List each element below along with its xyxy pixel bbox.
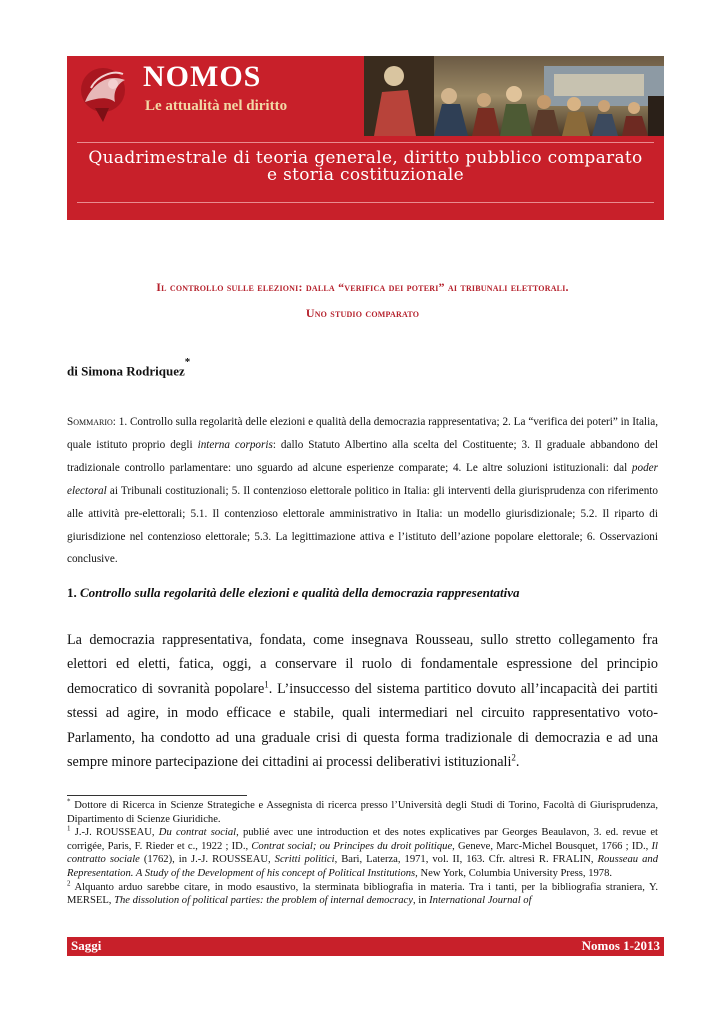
- footnote-text: , in: [412, 895, 430, 907]
- footnote-italic: Il contratto sociale: [67, 840, 658, 866]
- summary-text: : 1. Controllo sulla regolarità delle elezioni e qualità della democrazia rappresentativa; 2. La “verifica dei poteri” in Italia, quale istituto proprio degli: [67, 416, 658, 451]
- journal-tagline: Le attualità nel diritto: [145, 98, 288, 114]
- journal-subtitle-line2: e storia costituzionale: [267, 165, 464, 185]
- journal-subtitle-line1: Quadrimestrale di teoria generale, diritto pubblico comparato: [88, 148, 643, 168]
- footnote-italic: The dissolution of political parties: the problem of internal democracy: [114, 895, 413, 907]
- footnote-italic: International Journal of: [429, 895, 532, 907]
- footnotes: [67, 799, 658, 908]
- footnote-mark: *: [67, 797, 71, 806]
- nomos-logo-icon: [73, 62, 135, 128]
- footnote-text: , Bari, Laterza, 1971, vol. II, 163. Cfr. altresì R. FRALIN,: [334, 854, 598, 866]
- footnote-text: Dottore di Ricerca in Scienze Strategiche e Assegnista di ricerca presso l’Università degli Studi di Torino, Facoltà di Giurisprudenza, Dipartimento di Scienze Giuridiche.: [67, 800, 658, 825]
- author-footnote-mark: *: [184, 356, 191, 368]
- paragraph-text: . L’insuccesso del sistema partitico dovuto all’incapacità dei partiti stessi ad agire, in modo efficace e stabile, quali intermediari nel circuito rappresentativo voto-Parlamento, ha condotto ad una graduale crisi di questa forma tradizionale di democrazia e ad una sempre minore partecipazione dei cittadini ai processi deliberativi istituzionali: [67, 680, 658, 771]
- footer-issue: Nomos 1-2013: [581, 938, 660, 953]
- footnote-italic: Rousseau and Representation. A Study of the Development of his concept of Political Institutions,: [67, 854, 658, 879]
- footnote-italic: Contrat social; ou Principes du droit politique: [251, 840, 453, 852]
- footnote-text: , publié avec une introduction et des notes explicatives par Georges Beaulavon, 3. ed. revue et corrigée, Paris, F. Rieder et c., 1922 ; ID.,: [67, 827, 658, 852]
- journal-name: NOMOS: [143, 60, 262, 93]
- paragraph-text: .: [515, 754, 520, 771]
- historical-painting-image: [364, 56, 664, 136]
- footnote-text: New York, Columbia University Press, 1978.: [417, 867, 613, 879]
- footnote-2: [67, 881, 658, 908]
- footnote-1: [67, 826, 658, 880]
- author-name: di Simona Rodriquez: [67, 363, 185, 379]
- journal-banner: [67, 56, 664, 220]
- banner-divider: [77, 202, 654, 203]
- banner-divider: [77, 142, 654, 143]
- article-title: Il controllo sulle elezioni: dalla “verifica dei poteri” ai tribunali elettorali.: [156, 280, 569, 294]
- footnote-italic: Du contrat social: [158, 827, 237, 839]
- article-subtitle: Uno studio comparato: [305, 306, 420, 320]
- footnote-mark: 1: [67, 824, 71, 833]
- footnote-separator: [67, 795, 247, 796]
- summary: [67, 411, 658, 571]
- summary-label: Sommario: [67, 416, 113, 428]
- summary-italic: interna corporis: [197, 438, 273, 451]
- footnote-text: (1762), in J.-J. ROUSSEAU,: [139, 854, 275, 866]
- footer-section: Saggi: [71, 938, 102, 953]
- footnote-ref: 2: [511, 752, 516, 763]
- footnote-star: [67, 799, 658, 826]
- footnote-text: Alquanto arduo sarebbe citare, in modo esaustivo, la sterminata bibliografia in materia. Tra i tanti, per la bibliografia straniera, Y. MERSEL,: [67, 881, 658, 907]
- article-author: [67, 356, 191, 379]
- footnote-text: J.-J. ROUSSEAU,: [70, 827, 159, 839]
- section-heading: [67, 585, 519, 601]
- summary-italic: poder electoral: [67, 461, 658, 497]
- page-footer: [67, 937, 664, 956]
- footnote-text: , Geneve, Marc-Michel Bousquet, 1766 ; ID.,: [452, 840, 652, 852]
- footnote-mark: 2: [67, 879, 71, 888]
- section-title: Controllo sulla regolarità delle elezioni e qualità della democrazia rappresentativa: [80, 585, 520, 600]
- journal-subtitle: [67, 150, 664, 184]
- section-number: 1.: [67, 585, 77, 600]
- banner-top: [67, 56, 664, 136]
- body-paragraph: [67, 628, 658, 774]
- footnote-ref: 1: [264, 679, 269, 690]
- footnote-italic: Scritti politici: [274, 854, 335, 866]
- summary-text: ai Tribunali costituzionali; 5. Il contenzioso elettorale politico in Italia: gli interventi della giurisprudenza con riferimento alle attività pre-elettorali; 5.1. Il contenzioso elettorale amministrativo in Italia: un modello giurisdizionale; 5.2. Il riparto di giurisdizione nel contenzioso elettorale; 5.3. La legittimazione attiva e l’istituto dell’azione popolare elettorale; 6. Osservazioni conclusive.: [67, 484, 658, 566]
- summary-text: : dallo Statuto Albertino alla scelta del Costituente; 3. Il graduale abbandono del tradizionale controllo parlamentare: uno sguardo ad alcune esperienze comparate; 4. Le altre soluzioni istituzionali: dal: [67, 438, 659, 474]
- paragraph-text: La democrazia rappresentativa, fondata, come insegnava Rousseau, sullo stretto collegamento fra elettori ed eletti, fatica, oggi, a conservare il ruolo di fondamentale espressione del principio democratico di sovranità popolare: [67, 632, 658, 697]
